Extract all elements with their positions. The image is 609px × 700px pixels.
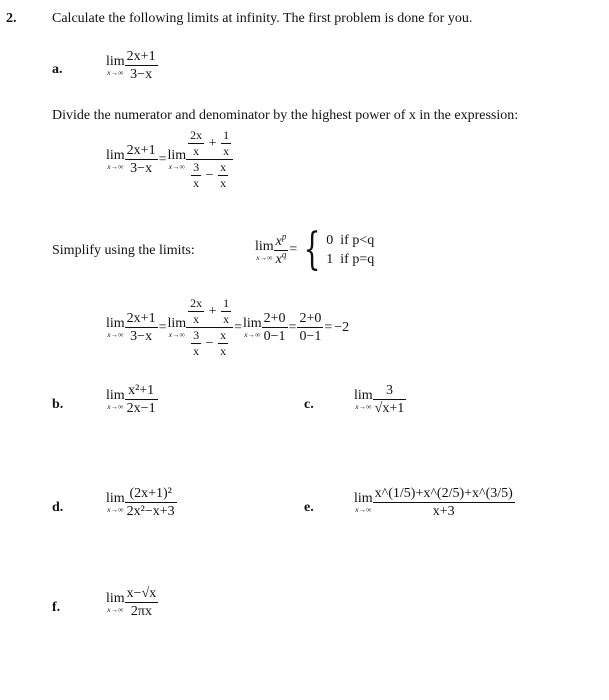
fraction: $\frac{3}{x}$ xyxy=(193,160,200,190)
fraction: $\frac{x}{x}$ xyxy=(220,328,227,358)
limit-operator: lim x→∞ xyxy=(242,316,262,339)
part-f-expression xyxy=(106,585,158,620)
fraction: $\frac{\text{x²+1}}{2x-1}$ xyxy=(126,383,156,416)
limit-operator: lim x→∞ xyxy=(106,491,125,514)
fraction: $\frac{2x+1}{3-x}$ xyxy=(126,311,156,344)
fraction: $\frac{2x}{x}$ xyxy=(190,128,203,158)
equals-sign: = xyxy=(158,151,167,167)
fraction: $\frac{3}{√x+1}$ xyxy=(374,383,405,416)
fraction: $\frac{x-√x}{2\pi x}$ xyxy=(126,586,157,619)
complex-fraction: $\frac{2x}{x}$ + $\frac{1}{x}$ $\frac{3}{x}$ − $\frac{x}{x}$ xyxy=(186,128,233,191)
step-divide-expression xyxy=(106,128,233,191)
fraction: $\frac{2+0}{0-1}$ xyxy=(263,311,286,344)
brace: { xyxy=(303,224,321,275)
part-b-label: b. xyxy=(52,397,64,412)
fraction: $\frac{3}{x}$ xyxy=(193,328,200,358)
result-value: −2 xyxy=(334,319,350,335)
part-c-label: c. xyxy=(304,397,314,412)
limit-operator: lim x→∞ xyxy=(106,591,125,614)
limit-operator: lim x→∞ xyxy=(106,148,125,171)
limit-operator: lim x→∞ xyxy=(354,388,373,411)
fraction: $\frac{x}{x}$ xyxy=(220,160,227,190)
part-a-label: a. xyxy=(52,62,63,77)
part-f-label: f. xyxy=(52,600,61,615)
problem-instruction: Calculate the following limits at infinity. The first problem is done for you. xyxy=(52,11,473,26)
part-a-expression xyxy=(106,48,158,83)
step-simplify-text: Simplify using the limits: xyxy=(52,243,195,258)
limit-operator: lim x→∞ xyxy=(167,316,187,339)
part-b-expression xyxy=(106,382,158,417)
fraction: $\frac{x\^{}(1/5)+x\^{}(2/5)+x\^{}(3/5)}{x+3}$ xyxy=(374,486,513,519)
limit-operator: lim x→∞ xyxy=(106,388,125,411)
fraction: $\frac{2+0}{0-1}$ xyxy=(299,311,322,344)
fraction: $\frac{\text{(2x+1)²}}{\text{2x²−x+3}}$ xyxy=(126,486,175,519)
fraction: $\frac{2x}{x}$ xyxy=(190,296,203,326)
complex-fraction: $\frac{2x}{x}$ + $\frac{1}{x}$ $\frac{3}{x}$ − $\frac{x}{x}$ xyxy=(186,296,233,359)
step-divide-text: Divide the numerator and denominator by the highest power of x in the expression: xyxy=(52,108,519,123)
limit-rule: lim x→∞ $\frac{x^p}{x^q}$ = { 0 if p<q 1 if p=q xyxy=(255,224,375,275)
fraction: $\frac{1}{x}$ xyxy=(223,296,230,326)
part-d-label: d. xyxy=(52,500,64,515)
limit-operator: lim x→∞ xyxy=(167,148,187,171)
part-e-expression xyxy=(354,485,515,520)
fraction: $\frac{x^p}{x^q}$ xyxy=(275,230,287,267)
cases: 0 if p<q 1 if p=q xyxy=(326,233,375,267)
fraction: $\frac{1}{x}$ xyxy=(223,128,230,158)
fraction: $\frac{2x+1}{3-x}$ xyxy=(126,143,156,176)
fraction: $\frac{2x+1}{3-x}$ xyxy=(126,49,156,82)
part-c-expression xyxy=(354,382,406,417)
full-solution-expression: lim x→∞ $\frac{2x+1}{3-x}$ = lim x→∞ $\frac{2x}{x}$ + $\frac{1}{x}$ $\frac{3}{x}$ − $\frac{x}{x}$ = lim x→∞ $\frac{2+0}{0-1}$ = $\frac{2+0}{0-1}$ = −2 xyxy=(106,296,350,358)
limit-operator: lim x→∞ xyxy=(106,316,125,339)
part-e-label: e. xyxy=(304,500,314,515)
limit-operator: lim x→∞ xyxy=(255,238,274,262)
limit-operator: lim x→∞ xyxy=(354,491,373,514)
part-d-expression xyxy=(106,485,177,520)
limit-operator: lim x→∞ xyxy=(106,54,125,77)
problem-number: 2. xyxy=(6,11,17,26)
